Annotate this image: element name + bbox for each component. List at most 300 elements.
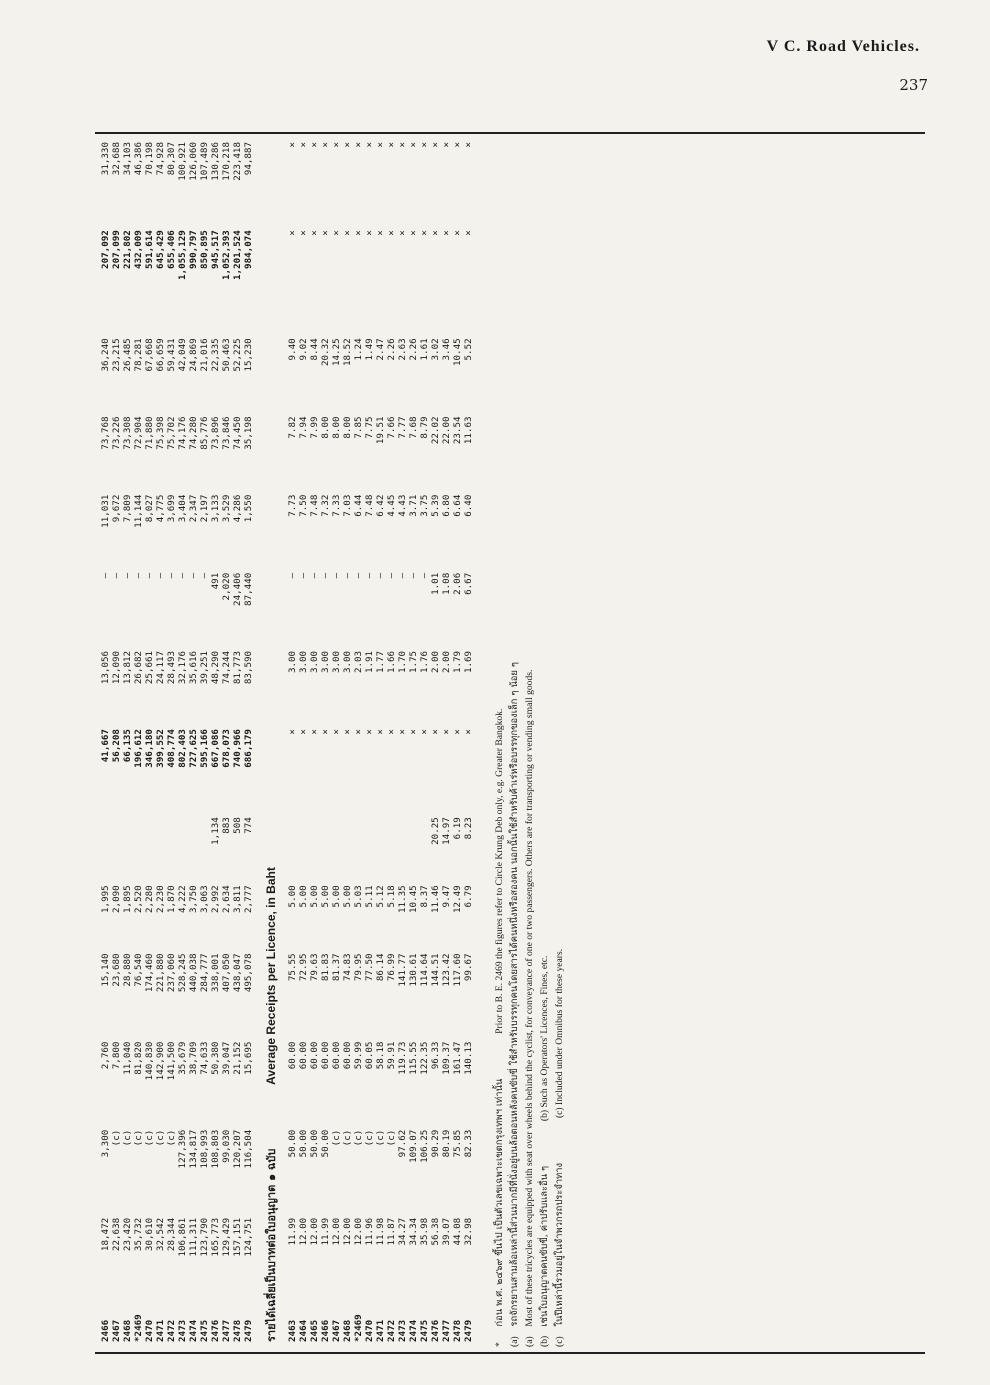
table-cell: 41,667 — [100, 729, 111, 763]
table-cell: — — [166, 572, 177, 579]
table-cell: — — [397, 572, 408, 579]
table-cell: 15,230 — [243, 338, 254, 372]
table-cell: (c) — [133, 1129, 144, 1147]
table-cell: 123.42 — [441, 953, 452, 987]
table-cell: 3.71 — [408, 494, 419, 517]
table-cell: (c) — [122, 1129, 133, 1147]
table-cell: 108,803 — [210, 1129, 221, 1169]
table-cell — [298, 812, 309, 880]
table-cell: 8,027 — [144, 494, 155, 523]
table-row — [122, 137, 133, 1347]
table-cell: 26,485 — [122, 338, 133, 372]
table-cell: 15,140 — [100, 953, 111, 987]
table-cell: 75,702 — [166, 416, 177, 450]
table-cell: (c) — [331, 1129, 342, 1147]
table-cell: — — [298, 572, 309, 579]
table-cell: 2,090 — [111, 885, 122, 913]
table-row — [287, 137, 298, 1347]
table-cell: 60.00 — [298, 1041, 309, 1070]
table-cell: 13,056 — [100, 650, 111, 685]
table-cell: 207,099 — [111, 230, 122, 269]
table-cell: 50.00 — [309, 1129, 320, 1158]
table-cell: 28,493 — [166, 650, 177, 685]
table-cell: 90.29 — [430, 1129, 441, 1158]
table-cell: 223,418 — [232, 142, 243, 181]
table-cell: 50.00 — [287, 1129, 298, 1158]
table-cell: 774 — [243, 817, 254, 834]
table-cell: 83,590 — [243, 650, 254, 685]
table-cell: 883 — [221, 817, 232, 834]
table-cell: — — [287, 572, 298, 579]
table-cell: 35,616 — [188, 650, 199, 685]
table-cell: 7.66 — [386, 416, 397, 439]
table-cell: 2,020 — [221, 572, 232, 601]
table-cell: × — [441, 729, 452, 735]
table-cell: 23,680 — [111, 953, 122, 987]
table-cell: 107,489 — [199, 142, 210, 181]
table-cell: 984,074 — [243, 230, 254, 269]
table-cell: × — [419, 729, 430, 735]
table-cell: 6.80 — [441, 494, 452, 517]
table-cell: × — [397, 142, 408, 148]
table-cell: × — [287, 729, 298, 735]
table-cell: 116,504 — [243, 1129, 254, 1169]
table-cell — [199, 812, 210, 880]
table-cell: × — [287, 230, 298, 236]
table-cell: × — [463, 230, 474, 236]
table-cell: (c) — [375, 1129, 386, 1147]
table-row — [397, 137, 408, 1347]
table-cell: 2,777 — [243, 885, 254, 913]
table-cell: 491 — [210, 572, 221, 590]
year-cell: 2477 — [221, 1319, 232, 1342]
table-cell: 7.82 — [287, 416, 298, 439]
table-cell: 3.02 — [430, 338, 441, 361]
table-cell: 1.77 — [375, 650, 386, 674]
table-row — [386, 137, 397, 1347]
table-row — [331, 137, 342, 1347]
table-cell: 1.70 — [397, 650, 408, 674]
table-cell: 59,431 — [166, 338, 177, 372]
top-rule — [95, 132, 925, 134]
table-cell: × — [353, 729, 364, 735]
table-cell: 96.33 — [430, 1041, 441, 1070]
table-row — [177, 137, 188, 1347]
table-cell: 60.00 — [309, 1041, 320, 1070]
table-cell: 5.00 — [331, 885, 342, 908]
table-cell — [364, 812, 375, 880]
table-cell: 35,679 — [177, 1041, 188, 1075]
table-cell: 18.52 — [342, 338, 353, 367]
table-cell: × — [309, 729, 320, 735]
statistics-table — [100, 137, 474, 1347]
table-cell: 66,659 — [155, 338, 166, 372]
table-cell: 6.19 — [452, 817, 463, 840]
table-row — [166, 137, 177, 1347]
table-cell: (c) — [364, 1129, 375, 1147]
table-cell: 22.00 — [441, 416, 452, 445]
table-cell: 1,134 — [210, 817, 221, 845]
table-cell: (c) — [155, 1129, 166, 1147]
table-cell: × — [430, 230, 441, 236]
table-cell: 35,198 — [243, 416, 254, 450]
table-cell: 11.46 — [430, 885, 441, 913]
table-cell: 2,992 — [210, 885, 221, 913]
table-cell: 59.99 — [353, 1041, 364, 1070]
table-cell: × — [375, 230, 386, 236]
table-row — [100, 137, 111, 1347]
table-cell: 1.76 — [419, 650, 430, 674]
table-cell: 802,403 — [177, 729, 188, 768]
table-cell: 2.00 — [441, 650, 452, 674]
table-cell: 14.97 — [441, 817, 452, 845]
table-cell: 2.26 — [408, 338, 419, 361]
table-cell: 7.33 — [331, 494, 342, 517]
table-cell: 2,230 — [155, 885, 166, 913]
table-cell: 119.73 — [397, 1041, 408, 1075]
table-cell: 8.23 — [463, 817, 474, 840]
table-cell: 141.77 — [397, 953, 408, 987]
table-cell: 6.42 — [375, 494, 386, 517]
table-cell: 11.96 — [364, 1217, 375, 1246]
table-cell — [320, 812, 331, 880]
table-cell: 1.79 — [452, 650, 463, 674]
table-row — [309, 137, 320, 1347]
table-cell: 73,308 — [122, 416, 133, 450]
bottom-rule — [95, 1352, 925, 1354]
table-cell: — — [419, 572, 430, 579]
table-cell: 74,280 — [188, 416, 199, 450]
table-cell: 9,672 — [111, 494, 122, 523]
table-cell — [353, 812, 364, 880]
table-cell: 5.12 — [375, 885, 386, 908]
table-cell: 78,281 — [133, 338, 144, 372]
table-cell: 338,001 — [210, 953, 221, 993]
year-cell: 2474 — [188, 1319, 199, 1342]
table-cell: 9.40 — [287, 338, 298, 361]
table-cell: 3,404 — [177, 494, 188, 523]
table-cell: 7.75 — [364, 416, 375, 439]
table-cell: 2.26 — [386, 338, 397, 361]
table-cell: 2.47 — [375, 338, 386, 361]
table-cell: 24,869 — [188, 338, 199, 372]
section-heading-thai: รายได้เฉลี่ยเป็นบาทต่อใบอนุญาต ๑ ฉบับ — [265, 1148, 278, 1342]
average-section — [287, 137, 474, 1347]
table-cell: 5.11 — [364, 885, 375, 908]
table-cell: 14.25 — [331, 338, 342, 367]
table-cell: 432,009 — [133, 230, 144, 269]
table-cell: × — [463, 729, 474, 735]
table-cell: × — [342, 729, 353, 735]
table-row — [144, 137, 155, 1347]
table-cell: 50,463 — [221, 338, 232, 372]
table-cell: × — [452, 729, 463, 735]
table-cell: 3,300 — [100, 1129, 111, 1158]
table-cell: — — [155, 572, 166, 579]
table-cell: 408,774 — [166, 729, 177, 768]
table-cell: 11.98 — [375, 1217, 386, 1246]
footnote-mark: (c) — [554, 1107, 565, 1119]
table-cell: 50,380 — [210, 1041, 221, 1075]
table-cell: 1,870 — [166, 885, 177, 913]
footnote-thai: ในปีเหล่านี้รวมอยู่ในจำพวกรถประจำทาง — [554, 1162, 565, 1327]
table-cell: 111,311 — [188, 1217, 199, 1257]
table-cell: 3.75 — [419, 494, 430, 517]
table-cell: 399,552 — [155, 729, 166, 768]
table-cell: 13,812 — [122, 650, 133, 685]
table-cell: 237,060 — [166, 953, 177, 993]
table-cell: 75.55 — [287, 953, 298, 982]
table-cell: 2,280 — [144, 885, 155, 913]
table-cell: 73,226 — [111, 416, 122, 450]
table-cell: 144.51 — [430, 953, 441, 987]
table-cell — [144, 812, 155, 880]
table-cell: 667,086 — [210, 729, 221, 768]
year-cell: 2478 — [232, 1319, 243, 1342]
table-cell: 4,775 — [155, 494, 166, 523]
table-cell — [331, 812, 342, 880]
table-cell: × — [397, 729, 408, 735]
table-cell: 12.00 — [298, 1217, 309, 1246]
table-cell: 8.00 — [342, 416, 353, 439]
table-cell: 15,695 — [243, 1041, 254, 1075]
table-cell: 94,887 — [243, 142, 254, 176]
table-cell: 508 — [232, 817, 243, 834]
table-cell: — — [386, 572, 397, 579]
table-cell: 438,047 — [232, 953, 243, 993]
table-cell: 528,245 — [177, 953, 188, 993]
table-cell: — — [177, 572, 188, 579]
table-cell: 2.03 — [353, 650, 364, 674]
table-cell: 10.45 — [452, 338, 463, 367]
table-cell: 2,760 — [100, 1041, 111, 1070]
table-row — [408, 137, 419, 1347]
table-cell: — — [111, 572, 122, 579]
table-cell: 75,398 — [155, 416, 166, 450]
year-cell: 2467 — [111, 1319, 122, 1342]
table-cell: 7.68 — [408, 416, 419, 439]
table-cell: 23,215 — [111, 338, 122, 372]
table-cell: 127,396 — [177, 1129, 188, 1169]
table-cell: × — [452, 142, 463, 148]
table-cell: — — [133, 572, 144, 579]
table-cell — [188, 812, 199, 880]
table-cell: 8.44 — [309, 338, 320, 361]
table-cell: 7.50 — [298, 494, 309, 517]
table-cell: 72,904 — [133, 416, 144, 450]
table-cell — [166, 812, 177, 880]
table-cell: 129,429 — [221, 1217, 232, 1257]
table-cell: 8.79 — [419, 416, 430, 439]
table-cell — [177, 812, 188, 880]
table-cell: 11.35 — [397, 885, 408, 913]
table-cell: 23,420 — [122, 1217, 133, 1252]
table-cell: 7.48 — [309, 494, 320, 517]
table-cell: 12.49 — [452, 885, 463, 913]
table-cell: 25,661 — [144, 650, 155, 685]
year-cell: 2475 — [419, 1319, 430, 1342]
table-cell: 8.00 — [320, 416, 331, 439]
table-cell: 26,682 — [133, 650, 144, 685]
table-cell — [100, 812, 111, 880]
table-cell: 6.64 — [452, 494, 463, 517]
year-cell: 2472 — [386, 1319, 397, 1342]
table-cell: 11.99 — [320, 1217, 331, 1246]
year-cell: 2470 — [364, 1319, 375, 1342]
table-cell: 5.00 — [320, 885, 331, 908]
table-cell: 67,668 — [144, 338, 155, 372]
table-cell: 32.98 — [463, 1217, 474, 1246]
table-cell: 74,176 — [177, 416, 188, 450]
table-cell: 22,638 — [111, 1217, 122, 1252]
table-cell: 645,429 — [155, 230, 166, 269]
table-cell: 12,090 — [111, 650, 122, 685]
year-cell: 2474 — [408, 1319, 419, 1342]
table-cell: 7.94 — [298, 416, 309, 439]
table-cell: 31,330 — [100, 142, 111, 176]
table-cell: 22,335 — [210, 338, 221, 372]
table-cell: 9.02 — [298, 338, 309, 361]
table-cell: 221,802 — [122, 230, 133, 269]
table-row — [320, 137, 331, 1347]
table-cell: 32,542 — [155, 1217, 166, 1252]
table-cell: 2.00 — [430, 650, 441, 674]
section-heading-row — [254, 137, 287, 1347]
table-cell — [386, 812, 397, 880]
footnote-b — [537, 137, 552, 1347]
table-cell: × — [331, 230, 342, 236]
table-cell: × — [320, 230, 331, 236]
table-cell: × — [287, 142, 298, 148]
table-row — [199, 137, 210, 1347]
year-cell: 2473 — [397, 1319, 408, 1342]
table-cell: 4,286 — [232, 494, 243, 523]
table-row — [441, 137, 452, 1347]
table-row — [375, 137, 386, 1347]
table-cell: 7.03 — [342, 494, 353, 517]
table-cell: 79.95 — [353, 953, 364, 982]
table-cell: 2.63 — [397, 338, 408, 361]
table-cell: × — [408, 142, 419, 148]
table-cell: 56.38 — [430, 1217, 441, 1246]
footnote-english: Prior to B. E. 2469 the figures refer to Circle Krung Deb only, e.g. Greater Bangkok. — [494, 708, 505, 1034]
table-cell: 140.13 — [463, 1041, 474, 1075]
table-row — [298, 137, 309, 1347]
table-cell: 82.33 — [463, 1129, 474, 1158]
table-cell: × — [331, 142, 342, 148]
table-cell: 495,078 — [243, 953, 254, 993]
footnote-c — [552, 137, 567, 1347]
table-cell: 24,406 — [232, 572, 243, 606]
table-cell: 7.85 — [353, 416, 364, 439]
footnote-english: Most of these tricycles are equipped with seat over wheels behind the cyclist, for conveyance of one or two passengers. Others are for transporting or vending small goods. — [524, 669, 535, 1327]
table-cell: 74,633 — [199, 1041, 210, 1075]
table-cell: 117.60 — [452, 953, 463, 987]
table-cell: 221,880 — [155, 953, 166, 993]
table-cell: × — [353, 230, 364, 236]
table-cell: × — [430, 729, 441, 735]
table-cell: 97.62 — [397, 1129, 408, 1158]
table-row — [342, 137, 353, 1347]
year-cell: 2466 — [100, 1319, 111, 1342]
table-cell: 30,610 — [144, 1217, 155, 1252]
table-cell: — — [342, 572, 353, 579]
table-cell: (c) — [353, 1129, 364, 1147]
year-cell: 2471 — [155, 1319, 166, 1342]
table-cell: — — [122, 572, 133, 579]
table-row — [419, 137, 430, 1347]
table-cell: 140,830 — [144, 1041, 155, 1081]
table-cell: 21,152 — [232, 1041, 243, 1075]
table-cell: 3.00 — [287, 650, 298, 674]
table-cell: 4,222 — [177, 885, 188, 913]
table-cell: × — [386, 142, 397, 148]
table-cell: 42,049 — [177, 338, 188, 372]
table-row — [221, 137, 232, 1347]
table-cell: × — [364, 142, 375, 148]
year-cell: 2475 — [199, 1319, 210, 1342]
table-cell — [397, 812, 408, 880]
footnote-mark: * — [494, 1342, 505, 1347]
table-cell: 99.67 — [463, 953, 474, 982]
footnote-mark: (c) — [554, 1336, 565, 1347]
table-cell: × — [441, 230, 452, 236]
year-cell: 2463 — [287, 1319, 298, 1342]
table-cell: 3.00 — [320, 650, 331, 674]
footnote-thai: ก่อน พ.ศ. ๒๔๖๙ ขึ้นไป เป็นตัวเลขเฉพาะเขตกรุงเทพฯ เท่านั้น — [494, 1078, 505, 1327]
table-cell: 5.39 — [430, 494, 441, 517]
table-cell: 11.87 — [386, 1217, 397, 1246]
table-cell: 106,861 — [177, 1217, 188, 1257]
table-cell: 174,460 — [144, 953, 155, 993]
table-cell: 39,047 — [221, 1041, 232, 1075]
table-cell: 74,928 — [155, 142, 166, 176]
table-row — [111, 137, 122, 1347]
table-cell: 12.00 — [309, 1217, 320, 1246]
table-cell: 2,634 — [221, 885, 232, 913]
year-cell: 2468 — [122, 1319, 133, 1342]
table-row — [155, 137, 166, 1347]
year-cell: 2476 — [210, 1319, 221, 1342]
table-cell: 34.34 — [408, 1217, 419, 1246]
table-cell: 170,218 — [221, 142, 232, 181]
footnote-mark: (a) — [524, 1336, 535, 1347]
table-cell: (c) — [342, 1129, 353, 1147]
year-cell: 2466 — [320, 1319, 331, 1342]
footnotes — [492, 137, 567, 1347]
table-cell: 12.00 — [342, 1217, 353, 1246]
year-cell: 2477 — [441, 1319, 452, 1342]
table-cell: × — [309, 142, 320, 148]
footnote-star — [492, 137, 507, 1347]
table-cell — [419, 812, 430, 880]
table-cell: 50.00 — [320, 1129, 331, 1158]
table-cell: 591,614 — [144, 230, 155, 269]
table-cell: 20.25 — [430, 817, 441, 845]
table-row — [188, 137, 199, 1347]
table-row — [430, 137, 441, 1347]
table-cell: 990,797 — [188, 230, 199, 269]
table-cell: 196,612 — [133, 729, 144, 768]
table-cell: 66,135 — [122, 729, 133, 763]
table-cell: 11.99 — [287, 1217, 298, 1246]
table-cell: 38,709 — [188, 1041, 199, 1075]
table-cell: × — [419, 142, 430, 148]
table-cell: 122.35 — [419, 1041, 430, 1075]
table-cell: × — [298, 142, 309, 148]
table-cell: 3,063 — [199, 885, 210, 913]
table-cell: × — [320, 142, 331, 148]
